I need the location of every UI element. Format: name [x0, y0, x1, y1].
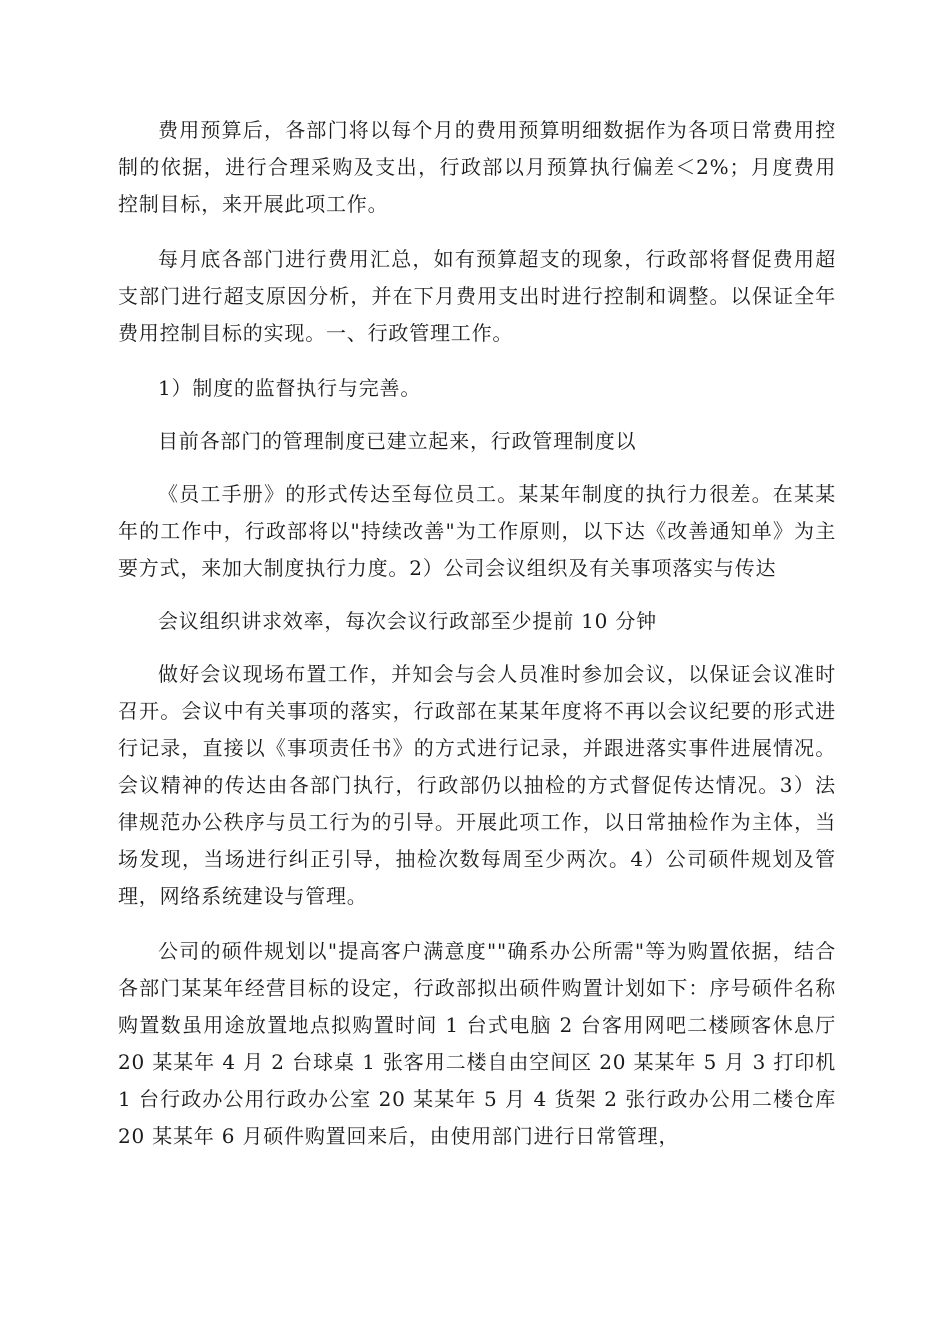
paragraph-management-system: 目前各部门的管理制度已建立起来，行政管理制度以: [158, 429, 637, 453]
paragraph-rule-supervision-heading: 1）制度的监督执行与完善。: [158, 376, 422, 400]
paragraph-employee-handbook: 《员工手册》的形式传达至每位员工。某某年制度的执行力很差。在某某年的工作中，行政部将以"持续改善"为工作原则，以下达《改善通知单》为主要方式，来加大制度执行力度。2）公司会议组织及有关事项落实与传达: [118, 482, 836, 580]
paragraph-meeting-arrangement: 做好会议现场布置工作，并知会与会人员准时参加会议，以保证会议准时召开。会议中有关事项的落实，行政部在某某年度将不再以会议纪要的形式进行记录，直接以《事项责任书》的方式进行记录，并跟进落实事件进展情况。会议精神的传达由各部门执行，行政部仍以抽检的方式督促传达情况。3）法律规范办公秩序与员工行为的引导。开展此项工作，以日常抽检作为主体，当场发现，当场进行纠正引导，抽检次数每周至少两次。4）公司硕件规划及管理，网络系统建设与管理。: [118, 662, 836, 908]
document-body: [118, 112, 836, 1155]
paragraph-budget-control: 费用预算后，各部门将以每个月的费用预算明细数据作为各项日常费用控制的依据，进行合理采购及支出，行政部以月预算执行偏差＜2%；月度费用控制目标，来开展此项工作。: [118, 118, 836, 216]
paragraph-hardware-planning: 公司的硕件规划以"提高客户满意度""确系办公所需"等为购置依据，结合各部门某某年经营目标的设定，行政部拟出硕件购置计划如下：序号硕件名称购置数虽用途放置地点拟购置时间 1 台式电脑 2 台客用网吧二楼顾客休息厅 20 某某年 4 月 2 台球桌 1 张客用二楼自由空间区 20 某某年 5 月 3 打印机 1 台行政办公用行政办公室 20 某某年 5 月 4 货架 2 张行政办公用二楼仓库 20 某某年 6 月硕件购置回来后，由使用部门进行日常管理，: [118, 939, 836, 1148]
paragraph-monthly-summary: 每月底各部门进行费用汇总，如有预算超支的现象，行政部将督促费用超支部门进行超支原因分析，并在下月费用支出时进行控制和调整。以保证全年费用控制目标的实现。一、行政管理工作。: [118, 247, 836, 345]
paragraph-meeting-efficiency: 会议组织讲求效率，每次会议行政部至少提前 10 分钟: [158, 609, 657, 633]
